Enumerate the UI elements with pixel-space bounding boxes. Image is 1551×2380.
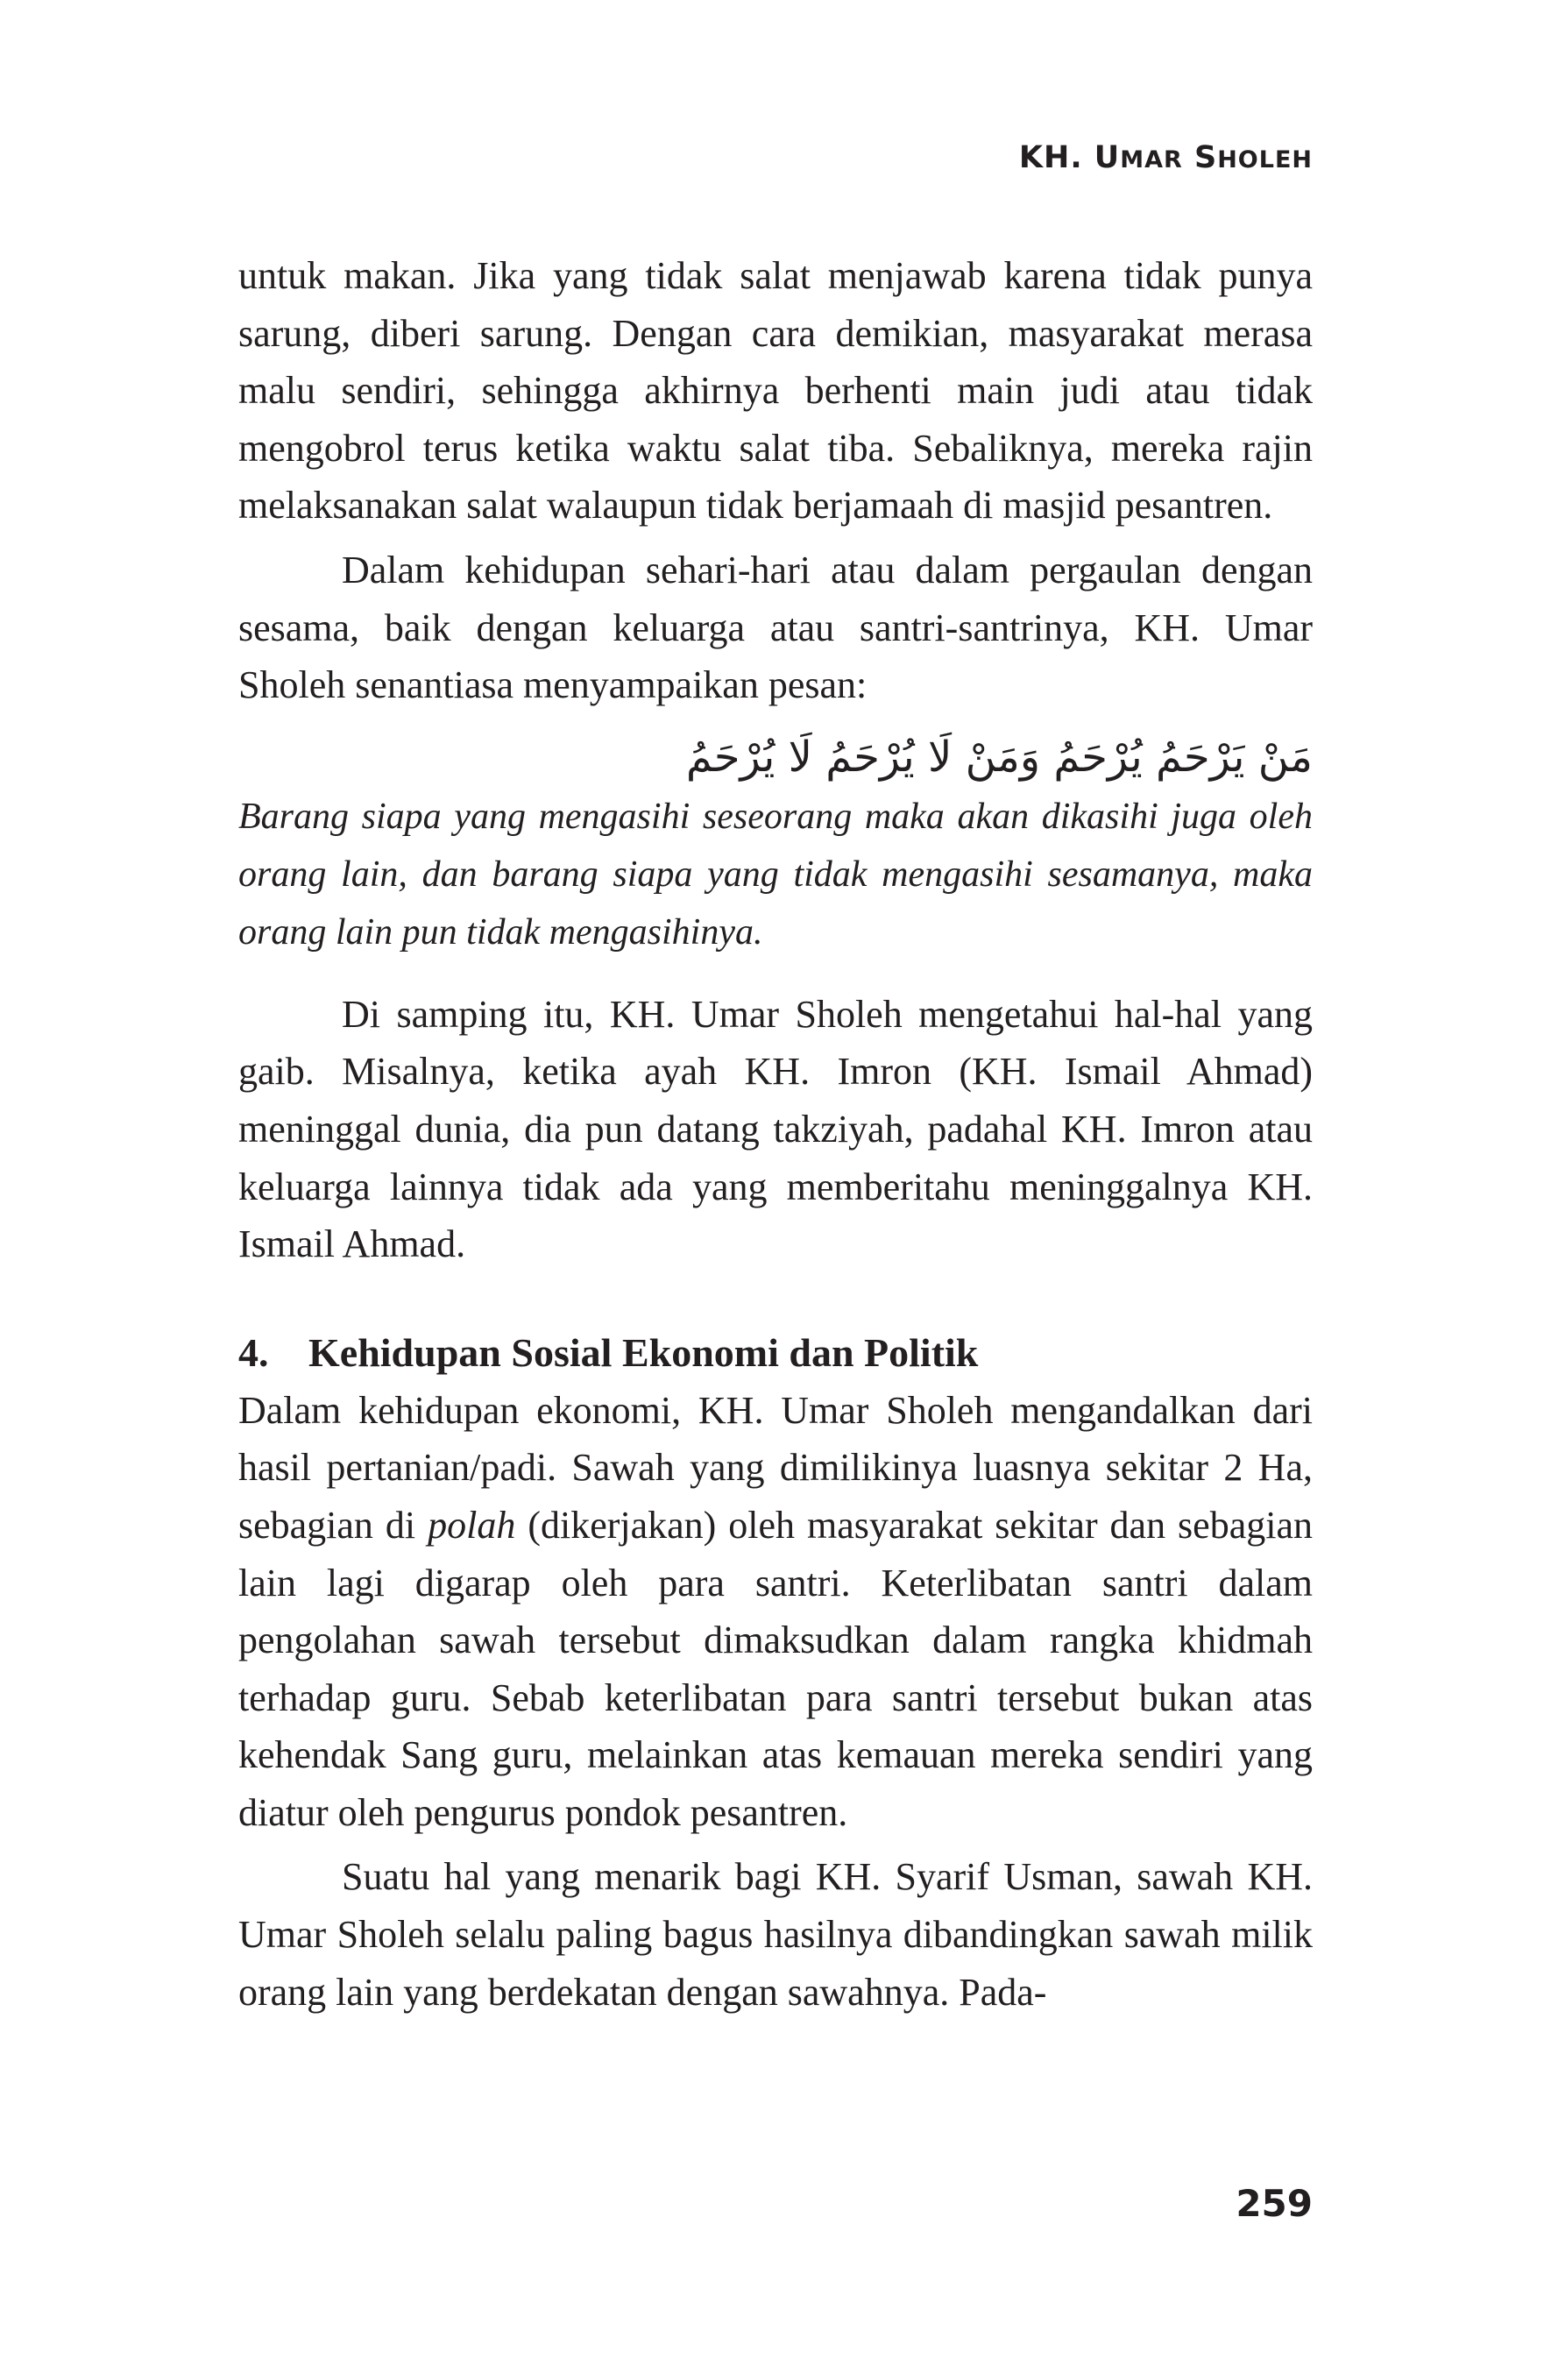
running-head: [1019, 140, 1313, 175]
paragraph-2: Dalam kehidupan sehari-hari atau dalam pergaulan dengan sesama, baik dengan keluarga atau santri-santrinya, KH. Umar Sholeh senantiasa menyampaikan pesan:: [238, 548, 1313, 707]
section-title: Kehidupan Sosial Ekonomi dan Politik: [308, 1329, 979, 1375]
paragraph-1: untuk makan. Jika yang tidak salat menjawab karena tidak punya sarung, diberi sarung. Dengan cara demikian, masyarakat merasa malu sendiri, sehingga akhirnya berhenti main judi atau tidak mengobrol terus ketika waktu salat tiba. Sebaliknya, mereka rajin melaksanakan salat walaupun tidak berjamaah di masjid pesantren.: [238, 254, 1313, 528]
section-number: 4.: [238, 1329, 269, 1375]
page-body: [238, 247, 1313, 2021]
paragraph-4: [238, 1382, 1313, 1842]
italic-term: polah: [428, 1503, 516, 1547]
page-number: 259: [1236, 2182, 1313, 2225]
running-head-part: S: [1182, 140, 1218, 175]
paragraph-5: Suatu hal yang menarik bagi KH. Syarif Usman, sawah KH. Umar Sholeh selalu paling bagus hasilnya dibandingkan sawah milik orang lain yang berdekatan dengan sawahnya. Pada-: [238, 1855, 1313, 2014]
running-head-part: HOLEH: [1217, 146, 1313, 174]
paragraph-4-text: Dalam kehidupan ekonomi, KH. Umar Sholeh mengandalkan dari hasil pertanian/padi. Sawah yang dimilikinya luasnya sekitar 2 Ha, sebagian di: [238, 1388, 1313, 1547]
paragraph-4-text: (dikerjakan) oleh masyarakat sekitar dan sebagian lain lagi digarap oleh para santri. Keterlibatan santri dalam pengolahan sawah tersebut dimaksudkan dalam rangka khidmah terhadap guru. Sebab keterlibatan para santri tersebut bukan atas kehendak Sang guru, melainkan atas kemauan mereka sendiri yang diatur oleh pengurus pondok pesantren.: [238, 1503, 1313, 1834]
section-heading: [238, 1324, 1313, 1382]
quote-translation: Barang siapa yang mengasihi seseorang maka akan dikasihi juga oleh orang lain, dan barang siapa yang tidak mengasihi sesamanya, maka orang lain pun tidak mengasihinya.: [238, 796, 1313, 953]
arabic-quote: مَنْ يَرْحَمُ يُرْحَمُ وَمَنْ لَا يُرْحَمُ لَا يُرْحَمُ: [685, 732, 1313, 782]
running-head-part: MAR: [1120, 146, 1183, 174]
paragraph-gap: [238, 535, 1313, 542]
running-head-part: KH. U: [1018, 140, 1121, 175]
paragraph-3: Di samping itu, KH. Umar Sholeh mengetahui hal-hal yang gaib. Misalnya, ketika ayah KH. Imron (KH. Ismail Ahmad) meninggal dunia, dia pun datang takziyah, padahal KH. Imron atau keluarga lainnya tidak ada yang memberitahu meninggalnya KH. Ismail Ahmad.: [238, 992, 1313, 1266]
paragraph-gap: [238, 961, 1313, 986]
paragraph-gap: [238, 1841, 1313, 1848]
